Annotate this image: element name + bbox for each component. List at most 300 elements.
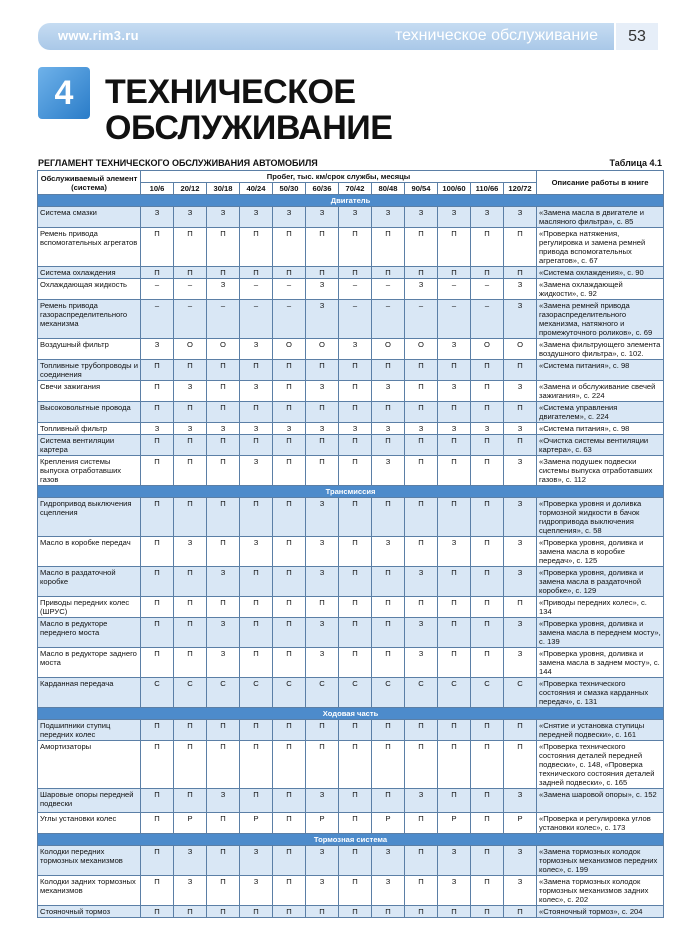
element-name: Масло в редукторе заднего моста <box>38 648 141 678</box>
interval-cell: – <box>339 279 372 300</box>
interval-cell: П <box>174 402 207 423</box>
interval-cell: П <box>240 498 273 537</box>
table-row <box>38 720 664 741</box>
interval-cell: З <box>273 207 306 228</box>
interval-cell: З <box>504 846 537 876</box>
interval-cell: З <box>207 207 240 228</box>
interval-cell: О <box>504 339 537 360</box>
table-row <box>38 537 664 567</box>
interval-cell: П <box>174 720 207 741</box>
interval-cell: П <box>339 618 372 648</box>
interval-cell: П <box>240 618 273 648</box>
interval-cell: Р <box>240 813 273 834</box>
interval-cell: П <box>306 597 339 618</box>
interval-cell: З <box>405 279 438 300</box>
table-row <box>38 618 664 648</box>
interval-cell: П <box>471 267 504 279</box>
description-cell: «Проверка и регулировка углов установки колес», с. 173 <box>537 813 664 834</box>
interval-cell: П <box>273 846 306 876</box>
interval-cell: О <box>207 339 240 360</box>
interval-cell: – <box>273 279 306 300</box>
interval-cell: П <box>339 267 372 279</box>
interval-cell: П <box>504 435 537 456</box>
interval-cell: П <box>141 906 174 918</box>
interval-cell: П <box>141 567 174 597</box>
section-title: Двигатель <box>38 195 664 207</box>
interval-cell: З <box>306 618 339 648</box>
interval-cell: З <box>372 537 405 567</box>
interval-cell: З <box>504 537 537 567</box>
interval-cell: С <box>273 678 306 708</box>
interval-cell: П <box>240 789 273 813</box>
interval-cell: П <box>438 228 471 267</box>
interval-cell: П <box>174 618 207 648</box>
interval-cell: П <box>207 741 240 789</box>
section-row <box>38 195 664 207</box>
interval-cell: П <box>405 846 438 876</box>
interval-cell: З <box>306 846 339 876</box>
interval-cell: П <box>273 648 306 678</box>
interval-cell: П <box>339 537 372 567</box>
interval-cell: П <box>471 813 504 834</box>
interval-cell: З <box>438 339 471 360</box>
description-cell: «Проверка уровня, доливка и замена масла в заднем мосту», с. 144 <box>537 648 664 678</box>
interval-header: 120/72 <box>504 183 537 195</box>
element-name: Подшипники ступиц передних колес <box>38 720 141 741</box>
interval-cell: П <box>405 537 438 567</box>
element-name: Колодки передних тормозных механизмов <box>38 846 141 876</box>
interval-cell: П <box>273 537 306 567</box>
interval-cell: О <box>273 339 306 360</box>
interval-header: 110/66 <box>471 183 504 195</box>
table-row <box>38 813 664 834</box>
interval-cell: П <box>504 267 537 279</box>
element-name: Крепления системы выпуска отработавших газов <box>38 456 141 486</box>
description-cell: «Проверка технического состояния деталей передней подвески», с. 148, «Проверка технического состояния деталей задней подвески», с. 165 <box>537 741 664 789</box>
table-row <box>38 876 664 906</box>
interval-cell: З <box>207 789 240 813</box>
interval-cell: П <box>405 360 438 381</box>
description-cell: «Система питания», с. 98 <box>537 423 664 435</box>
interval-cell: Р <box>306 813 339 834</box>
interval-cell: П <box>471 720 504 741</box>
interval-cell: П <box>405 741 438 789</box>
interval-cell: З <box>504 618 537 648</box>
interval-cell: П <box>141 846 174 876</box>
interval-cell: П <box>273 876 306 906</box>
interval-cell: – <box>141 279 174 300</box>
interval-cell: – <box>174 300 207 339</box>
table-body <box>38 195 664 918</box>
interval-cell: З <box>504 423 537 435</box>
interval-cell: П <box>438 906 471 918</box>
interval-cell: П <box>438 498 471 537</box>
chapter-title-line1: ТЕХНИЧЕСКОЕ <box>105 73 356 111</box>
interval-cell: П <box>372 267 405 279</box>
interval-cell: С <box>471 678 504 708</box>
interval-cell: П <box>438 741 471 789</box>
interval-cell: П <box>141 741 174 789</box>
interval-cell: – <box>471 279 504 300</box>
table-row <box>38 741 664 789</box>
interval-cell: П <box>207 537 240 567</box>
interval-cell: П <box>141 720 174 741</box>
interval-cell: П <box>174 228 207 267</box>
description-cell: «Очистка системы вентиляции картера», с. 63 <box>537 435 664 456</box>
interval-cell: П <box>273 618 306 648</box>
header-description: Описание работы в книге <box>537 171 664 195</box>
description-cell: «Приводы передних колес», с. 134 <box>537 597 664 618</box>
table-row <box>38 597 664 618</box>
interval-cell: П <box>405 906 438 918</box>
interval-cell: З <box>405 567 438 597</box>
interval-cell: З <box>372 846 405 876</box>
section-title: техническое обслуживание <box>394 27 598 44</box>
interval-cell: З <box>504 300 537 339</box>
page-number: 53 <box>614 23 658 50</box>
interval-cell: П <box>405 228 438 267</box>
interval-cell: З <box>207 648 240 678</box>
element-name: Топливные трубопроводы и соединения <box>38 360 141 381</box>
interval-cell: З <box>438 876 471 906</box>
element-name: Приводы передних колес (ШРУС) <box>38 597 141 618</box>
interval-cell: П <box>339 402 372 423</box>
interval-cell: П <box>471 618 504 648</box>
interval-cell: П <box>207 906 240 918</box>
interval-cell: П <box>471 228 504 267</box>
interval-cell: П <box>339 498 372 537</box>
interval-cell: П <box>273 741 306 789</box>
interval-cell: З <box>141 207 174 228</box>
interval-header: 90/54 <box>405 183 438 195</box>
interval-cell: З <box>438 423 471 435</box>
interval-cell: З <box>174 876 207 906</box>
table-row <box>38 402 664 423</box>
site-url[interactable]: www.rim3.ru <box>58 28 139 43</box>
interval-cell: – <box>438 300 471 339</box>
interval-cell: П <box>405 597 438 618</box>
description-cell: «Замена фильтрующего элемента воздушного фильтра», с. 102. <box>537 339 664 360</box>
interval-cell: П <box>240 267 273 279</box>
interval-cell: П <box>207 720 240 741</box>
table-row <box>38 267 664 279</box>
interval-cell: С <box>339 678 372 708</box>
interval-cell: З <box>174 423 207 435</box>
interval-cell: П <box>240 597 273 618</box>
interval-cell: П <box>306 906 339 918</box>
interval-cell: З <box>306 648 339 678</box>
interval-cell: П <box>471 456 504 486</box>
interval-cell: С <box>405 678 438 708</box>
interval-cell: З <box>174 537 207 567</box>
interval-cell: – <box>240 300 273 339</box>
interval-cell: П <box>207 876 240 906</box>
table-row <box>38 648 664 678</box>
interval-cell: Р <box>438 813 471 834</box>
interval-cell: П <box>141 456 174 486</box>
interval-cell: П <box>273 267 306 279</box>
interval-cell: П <box>141 360 174 381</box>
interval-cell: З <box>405 207 438 228</box>
interval-cell: П <box>273 456 306 486</box>
interval-cell: П <box>174 906 207 918</box>
interval-cell: – <box>174 279 207 300</box>
interval-cell: Р <box>504 813 537 834</box>
description-cell: «Замена ремней привода газораспределительного механизма, натяжного и промежуточного роликов», с. 69 <box>537 300 664 339</box>
interval-cell: З <box>207 618 240 648</box>
interval-cell: П <box>438 435 471 456</box>
interval-cell: П <box>438 618 471 648</box>
interval-header: 40/24 <box>240 183 273 195</box>
interval-cell: П <box>141 267 174 279</box>
interval-cell: П <box>207 597 240 618</box>
interval-cell: П <box>273 402 306 423</box>
interval-cell: П <box>306 741 339 789</box>
interval-cell: З <box>240 207 273 228</box>
interval-cell: – <box>141 300 174 339</box>
element-name: Воздушный фильтр <box>38 339 141 360</box>
interval-cell: П <box>207 360 240 381</box>
interval-cell: С <box>207 678 240 708</box>
interval-cell: П <box>339 741 372 789</box>
interval-cell: П <box>141 435 174 456</box>
table-row <box>38 339 664 360</box>
interval-cell: З <box>504 498 537 537</box>
interval-cell: – <box>471 300 504 339</box>
table-row <box>38 906 664 918</box>
interval-cell: П <box>372 567 405 597</box>
interval-cell: П <box>471 360 504 381</box>
interval-cell: – <box>339 300 372 339</box>
interval-cell: З <box>405 789 438 813</box>
interval-cell: З <box>306 381 339 402</box>
description-cell: «Система охлаждения», с. 90 <box>537 267 664 279</box>
description-cell: «Проверка натяжения, регулировка и замена ремней привода вспомогательных агрегатов», с. 67 <box>537 228 664 267</box>
interval-cell: П <box>240 228 273 267</box>
interval-cell: З <box>273 423 306 435</box>
interval-cell: Р <box>174 813 207 834</box>
interval-cell: П <box>240 402 273 423</box>
interval-cell: З <box>240 423 273 435</box>
interval-cell: З <box>306 537 339 567</box>
interval-cell: П <box>405 720 438 741</box>
interval-cell: С <box>438 678 471 708</box>
interval-cell: З <box>207 423 240 435</box>
interval-cell: П <box>306 720 339 741</box>
table-row <box>38 456 664 486</box>
interval-cell: З <box>174 846 207 876</box>
interval-cell: З <box>504 456 537 486</box>
interval-cell: П <box>273 360 306 381</box>
interval-cell: П <box>273 813 306 834</box>
interval-cell: П <box>273 906 306 918</box>
interval-cell: – <box>207 300 240 339</box>
interval-header: 50/30 <box>273 183 306 195</box>
interval-cell: З <box>504 876 537 906</box>
interval-cell: П <box>405 813 438 834</box>
interval-cell: П <box>141 789 174 813</box>
header-element: Обслуживаемый элемент (система) <box>38 171 141 195</box>
interval-cell: З <box>240 381 273 402</box>
interval-cell: П <box>471 498 504 537</box>
interval-cell: – <box>240 279 273 300</box>
interval-cell: П <box>174 435 207 456</box>
description-cell: «Стояночный тормоз», с. 204 <box>537 906 664 918</box>
interval-cell: П <box>504 228 537 267</box>
element-name: Ремень привода газораспределительного механизма <box>38 300 141 339</box>
interval-cell: З <box>471 207 504 228</box>
element-name: Углы установки колес <box>38 813 141 834</box>
interval-cell: П <box>207 813 240 834</box>
interval-cell: П <box>339 456 372 486</box>
interval-cell: П <box>141 813 174 834</box>
interval-cell: П <box>339 597 372 618</box>
interval-cell: П <box>372 906 405 918</box>
table-row <box>38 789 664 813</box>
interval-cell: З <box>372 207 405 228</box>
interval-cell: О <box>174 339 207 360</box>
table-row <box>38 279 664 300</box>
interval-cell: О <box>372 339 405 360</box>
interval-cell: П <box>273 720 306 741</box>
section-row <box>38 486 664 498</box>
interval-cell: П <box>174 648 207 678</box>
interval-cell: З <box>405 648 438 678</box>
interval-cell: З <box>438 846 471 876</box>
interval-cell: З <box>339 339 372 360</box>
interval-cell: С <box>240 678 273 708</box>
interval-cell: П <box>207 228 240 267</box>
interval-cell: П <box>471 402 504 423</box>
interval-cell: З <box>306 567 339 597</box>
interval-cell: П <box>471 846 504 876</box>
interval-cell: – <box>273 300 306 339</box>
interval-cell: П <box>372 741 405 789</box>
element-name: Масло в коробке передач <box>38 537 141 567</box>
interval-cell: П <box>405 498 438 537</box>
interval-cell: П <box>471 906 504 918</box>
element-name: Система охлаждения <box>38 267 141 279</box>
table-row <box>38 228 664 267</box>
interval-cell: П <box>438 360 471 381</box>
interval-cell: П <box>405 876 438 906</box>
interval-cell: З <box>372 876 405 906</box>
interval-cell: П <box>339 846 372 876</box>
interval-cell: З <box>438 537 471 567</box>
interval-cell: П <box>405 402 438 423</box>
section-row <box>38 708 664 720</box>
element-name: Масло в редукторе переднего моста <box>38 618 141 648</box>
interval-cell: П <box>207 402 240 423</box>
interval-cell: З <box>504 789 537 813</box>
interval-cell: П <box>372 648 405 678</box>
interval-cell: П <box>504 597 537 618</box>
interval-cell: П <box>207 456 240 486</box>
interval-cell: П <box>174 741 207 789</box>
interval-cell: З <box>372 456 405 486</box>
interval-header: 80/48 <box>372 183 405 195</box>
interval-cell: О <box>306 339 339 360</box>
interval-cell: П <box>141 228 174 267</box>
interval-header: 60/36 <box>306 183 339 195</box>
element-name: Система вентиляции картера <box>38 435 141 456</box>
table-row <box>38 360 664 381</box>
interval-cell: З <box>141 339 174 360</box>
element-name: Стояночный тормоз <box>38 906 141 918</box>
interval-header: 100/60 <box>438 183 471 195</box>
description-cell: «Замена шаровой опоры», с. 152 <box>537 789 664 813</box>
section-title: Трансмиссия <box>38 486 664 498</box>
interval-cell: П <box>372 789 405 813</box>
interval-cell: П <box>174 267 207 279</box>
interval-cell: – <box>405 300 438 339</box>
element-name: Колодки задних тормозных механизмов <box>38 876 141 906</box>
table-row <box>38 207 664 228</box>
interval-cell: П <box>372 720 405 741</box>
interval-cell: П <box>504 402 537 423</box>
interval-cell: П <box>372 402 405 423</box>
interval-cell: П <box>471 567 504 597</box>
interval-cell: С <box>306 678 339 708</box>
interval-cell: З <box>372 423 405 435</box>
interval-cell: П <box>174 567 207 597</box>
description-cell: «Проверка уровня, доливка и замена масла в переднем мосту», с. 139 <box>537 618 664 648</box>
interval-cell: П <box>471 381 504 402</box>
interval-cell: П <box>438 789 471 813</box>
interval-cell: З <box>306 279 339 300</box>
element-name: Высоковольтные провода <box>38 402 141 423</box>
table-row <box>38 423 664 435</box>
interval-cell: П <box>339 789 372 813</box>
interval-cell: П <box>240 720 273 741</box>
interval-cell: З <box>504 279 537 300</box>
interval-cell: З <box>438 207 471 228</box>
interval-cell: П <box>438 567 471 597</box>
header-mileage: Пробег, тыс. км/срок службы, месяцы <box>141 171 537 183</box>
element-name: Масло в раздаточной коробке <box>38 567 141 597</box>
interval-cell: О <box>471 339 504 360</box>
interval-cell: П <box>174 789 207 813</box>
interval-cell: – <box>438 279 471 300</box>
interval-cell: З <box>471 423 504 435</box>
interval-cell: П <box>438 648 471 678</box>
interval-cell: С <box>174 678 207 708</box>
section-title: Тормозная система <box>38 834 664 846</box>
interval-cell: П <box>339 567 372 597</box>
header-bar <box>38 23 658 50</box>
interval-cell: П <box>372 498 405 537</box>
interval-cell: – <box>372 279 405 300</box>
interval-header: 30/18 <box>207 183 240 195</box>
interval-cell: П <box>240 567 273 597</box>
interval-cell: П <box>273 567 306 597</box>
interval-cell: П <box>141 402 174 423</box>
interval-cell: Р <box>372 813 405 834</box>
description-cell: «Проверка технического состояния и смазка карданных передач», с. 131 <box>537 678 664 708</box>
interval-cell: П <box>372 597 405 618</box>
chapter-number-badge: 4 <box>38 67 90 119</box>
section-row <box>38 834 664 846</box>
interval-cell: З <box>207 567 240 597</box>
interval-cell: П <box>207 846 240 876</box>
interval-cell: – <box>372 300 405 339</box>
section-title: Ходовая часть <box>38 708 664 720</box>
interval-cell: П <box>372 360 405 381</box>
element-name: Карданная передача <box>38 678 141 708</box>
interval-cell: З <box>405 423 438 435</box>
interval-cell: П <box>207 381 240 402</box>
description-cell: «Проверка уровня, доливка и замена масла в раздаточной коробке», с. 129 <box>537 567 664 597</box>
